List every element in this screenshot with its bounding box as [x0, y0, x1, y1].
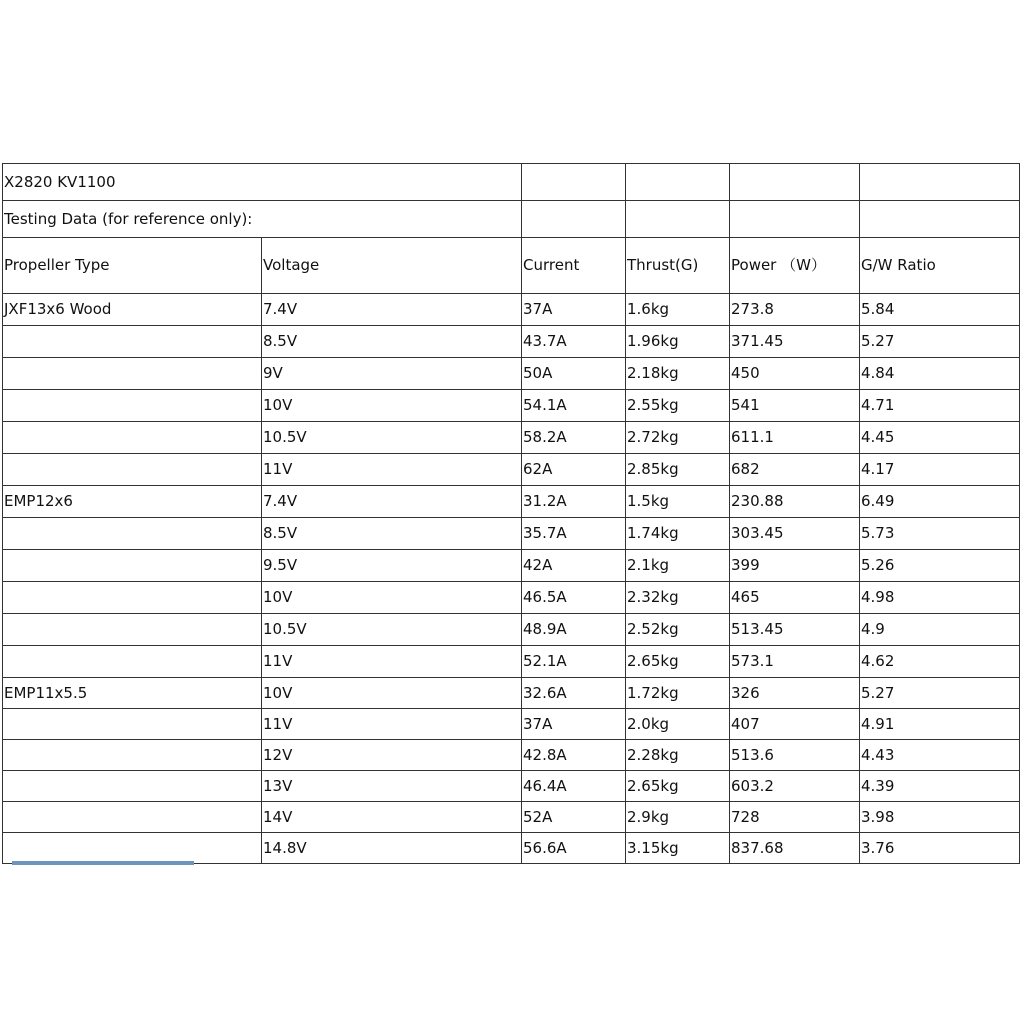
- propeller-type-cell[interactable]: EMP12x6: [3, 486, 262, 518]
- gw-ratio-cell[interactable]: 4.43: [860, 740, 1020, 771]
- subtitle-row: [3, 201, 1020, 238]
- propeller-type-cell[interactable]: [3, 614, 262, 646]
- thrust-cell[interactable]: 2.55kg: [626, 390, 730, 422]
- table-row: [3, 802, 1020, 833]
- empty-cell[interactable]: [522, 201, 626, 238]
- current-cell[interactable]: 32.6A: [522, 678, 626, 709]
- propeller-type-cell[interactable]: [3, 833, 262, 864]
- empty-cell[interactable]: [626, 164, 730, 201]
- power-cell[interactable]: 837.68: [730, 833, 860, 864]
- voltage-cell[interactable]: 7.4V: [262, 294, 522, 326]
- propeller-type-cell[interactable]: [3, 422, 262, 454]
- thrust-cell[interactable]: 1.6kg: [626, 294, 730, 326]
- title-row: [3, 164, 1020, 201]
- voltage-cell[interactable]: 11V: [262, 454, 522, 486]
- thrust-cell[interactable]: 2.28kg: [626, 740, 730, 771]
- thrust-cell[interactable]: 2.1kg: [626, 550, 730, 582]
- thrust-cell[interactable]: 1.72kg: [626, 678, 730, 709]
- gw-ratio-cell[interactable]: 4.9: [860, 614, 1020, 646]
- current-cell[interactable]: 42A: [522, 550, 626, 582]
- thrust-cell[interactable]: 2.65kg: [626, 646, 730, 678]
- table-row: [3, 833, 1020, 864]
- voltage-cell[interactable]: 11V: [262, 709, 522, 740]
- table-row: [3, 358, 1020, 390]
- current-cell[interactable]: 31.2A: [522, 486, 626, 518]
- table-title[interactable]: X2820 KV1100: [3, 164, 522, 201]
- thrust-cell[interactable]: 2.32kg: [626, 582, 730, 614]
- power-cell[interactable]: 230.88: [730, 486, 860, 518]
- current-cell[interactable]: 58.2A: [522, 422, 626, 454]
- header-power[interactable]: Power （W）: [730, 238, 860, 294]
- propeller-type-cell[interactable]: [3, 709, 262, 740]
- propeller-type-cell[interactable]: [3, 646, 262, 678]
- table-row: [3, 422, 1020, 454]
- power-cell[interactable]: 513.6: [730, 740, 860, 771]
- gw-ratio-cell[interactable]: 4.98: [860, 582, 1020, 614]
- power-cell[interactable]: 450: [730, 358, 860, 390]
- thrust-cell[interactable]: 2.9kg: [626, 802, 730, 833]
- table-row: [3, 646, 1020, 678]
- empty-cell[interactable]: [860, 201, 1020, 238]
- empty-cell[interactable]: [860, 164, 1020, 201]
- current-cell[interactable]: 35.7A: [522, 518, 626, 550]
- gw-ratio-cell[interactable]: 5.27: [860, 326, 1020, 358]
- current-cell[interactable]: 48.9A: [522, 614, 626, 646]
- propeller-type-cell[interactable]: [3, 358, 262, 390]
- voltage-cell[interactable]: 9.5V: [262, 550, 522, 582]
- header-row: [3, 238, 1020, 294]
- power-cell[interactable]: 465: [730, 582, 860, 614]
- gw-ratio-cell[interactable]: 4.17: [860, 454, 1020, 486]
- table-row: [3, 614, 1020, 646]
- thrust-cell[interactable]: 2.65kg: [626, 771, 730, 802]
- propeller-type-cell[interactable]: [3, 390, 262, 422]
- current-cell[interactable]: 50A: [522, 358, 626, 390]
- empty-cell[interactable]: [730, 201, 860, 238]
- voltage-cell[interactable]: 10V: [262, 390, 522, 422]
- propeller-type-cell[interactable]: [3, 454, 262, 486]
- gw-ratio-cell[interactable]: 3.76: [860, 833, 1020, 864]
- power-cell[interactable]: 611.1: [730, 422, 860, 454]
- current-cell[interactable]: 52.1A: [522, 646, 626, 678]
- thrust-cell[interactable]: 1.96kg: [626, 326, 730, 358]
- power-cell[interactable]: 371.45: [730, 326, 860, 358]
- table-row: [3, 678, 1020, 709]
- header-gw-ratio[interactable]: G/W Ratio: [860, 238, 1020, 294]
- header-voltage[interactable]: Voltage: [262, 238, 522, 294]
- table-row: [3, 582, 1020, 614]
- power-cell[interactable]: 326: [730, 678, 860, 709]
- testing-data-table: [2, 163, 1020, 864]
- current-cell[interactable]: 42.8A: [522, 740, 626, 771]
- table-row: [3, 709, 1020, 740]
- table-row: [3, 550, 1020, 582]
- current-cell[interactable]: 37A: [522, 294, 626, 326]
- thrust-cell[interactable]: 2.52kg: [626, 614, 730, 646]
- gw-ratio-cell[interactable]: 4.91: [860, 709, 1020, 740]
- gw-ratio-cell[interactable]: 5.73: [860, 518, 1020, 550]
- voltage-cell[interactable]: 10V: [262, 678, 522, 709]
- empty-cell[interactable]: [522, 164, 626, 201]
- voltage-cell[interactable]: 7.4V: [262, 486, 522, 518]
- propeller-type-cell[interactable]: [3, 518, 262, 550]
- power-cell[interactable]: 573.1: [730, 646, 860, 678]
- table-row: [3, 454, 1020, 486]
- voltage-cell[interactable]: 14V: [262, 802, 522, 833]
- gw-ratio-cell[interactable]: 4.84: [860, 358, 1020, 390]
- empty-cell[interactable]: [730, 164, 860, 201]
- current-cell[interactable]: 43.7A: [522, 326, 626, 358]
- voltage-cell[interactable]: 10.5V: [262, 422, 522, 454]
- table-row: [3, 518, 1020, 550]
- thrust-cell[interactable]: 2.18kg: [626, 358, 730, 390]
- gw-ratio-cell[interactable]: 6.49: [860, 486, 1020, 518]
- power-cell[interactable]: 407: [730, 709, 860, 740]
- table-body: [3, 164, 1020, 864]
- thrust-cell[interactable]: 2.85kg: [626, 454, 730, 486]
- gw-ratio-cell[interactable]: 5.84: [860, 294, 1020, 326]
- current-cell[interactable]: 62A: [522, 454, 626, 486]
- propeller-type-cell[interactable]: JXF13x6 Wood: [3, 294, 262, 326]
- thrust-cell[interactable]: 1.5kg: [626, 486, 730, 518]
- gw-ratio-cell[interactable]: 4.45: [860, 422, 1020, 454]
- propeller-type-cell[interactable]: [3, 740, 262, 771]
- current-cell[interactable]: 56.6A: [522, 833, 626, 864]
- voltage-cell[interactable]: 11V: [262, 646, 522, 678]
- gw-ratio-cell[interactable]: 4.71: [860, 390, 1020, 422]
- thrust-cell[interactable]: 3.15kg: [626, 833, 730, 864]
- power-cell[interactable]: 603.2: [730, 771, 860, 802]
- current-cell[interactable]: 46.4A: [522, 771, 626, 802]
- propeller-type-cell[interactable]: [3, 771, 262, 802]
- power-cell[interactable]: 541: [730, 390, 860, 422]
- thrust-cell[interactable]: 1.74kg: [626, 518, 730, 550]
- table-row: [3, 390, 1020, 422]
- table-row: [3, 740, 1020, 771]
- selection-indicator: [12, 861, 194, 865]
- voltage-cell[interactable]: 14.8V: [262, 833, 522, 864]
- table-row: [3, 326, 1020, 358]
- table-row: [3, 771, 1020, 802]
- thrust-cell[interactable]: 2.72kg: [626, 422, 730, 454]
- power-cell[interactable]: 303.45: [730, 518, 860, 550]
- current-cell[interactable]: 54.1A: [522, 390, 626, 422]
- empty-cell[interactable]: [626, 201, 730, 238]
- gw-ratio-cell[interactable]: 3.98: [860, 802, 1020, 833]
- voltage-cell[interactable]: 10V: [262, 582, 522, 614]
- gw-ratio-cell[interactable]: 5.27: [860, 678, 1020, 709]
- power-cell[interactable]: 399: [730, 550, 860, 582]
- voltage-cell[interactable]: 8.5V: [262, 326, 522, 358]
- header-current[interactable]: Current: [522, 238, 626, 294]
- gw-ratio-cell[interactable]: 4.39: [860, 771, 1020, 802]
- voltage-cell[interactable]: 9V: [262, 358, 522, 390]
- header-thrust[interactable]: Thrust(G): [626, 238, 730, 294]
- voltage-cell[interactable]: 8.5V: [262, 518, 522, 550]
- power-cell[interactable]: 513.45: [730, 614, 860, 646]
- propeller-type-cell[interactable]: [3, 802, 262, 833]
- power-cell[interactable]: 728: [730, 802, 860, 833]
- gw-ratio-cell[interactable]: 5.26: [860, 550, 1020, 582]
- current-cell[interactable]: 46.5A: [522, 582, 626, 614]
- table-subtitle[interactable]: Testing Data (for reference only):: [3, 201, 522, 238]
- thrust-cell[interactable]: 2.0kg: [626, 709, 730, 740]
- voltage-cell[interactable]: 12V: [262, 740, 522, 771]
- gw-ratio-cell[interactable]: 4.62: [860, 646, 1020, 678]
- current-cell[interactable]: 52A: [522, 802, 626, 833]
- power-cell[interactable]: 273.8: [730, 294, 860, 326]
- propeller-type-cell[interactable]: [3, 582, 262, 614]
- header-propeller-type[interactable]: Propeller Type: [3, 238, 262, 294]
- table-row: [3, 486, 1020, 518]
- propeller-type-cell[interactable]: [3, 550, 262, 582]
- propeller-type-cell[interactable]: EMP11x5.5: [3, 678, 262, 709]
- voltage-cell[interactable]: 10.5V: [262, 614, 522, 646]
- current-cell[interactable]: 37A: [522, 709, 626, 740]
- power-cell[interactable]: 682: [730, 454, 860, 486]
- table-row: [3, 294, 1020, 326]
- propeller-type-cell[interactable]: [3, 326, 262, 358]
- voltage-cell[interactable]: 13V: [262, 771, 522, 802]
